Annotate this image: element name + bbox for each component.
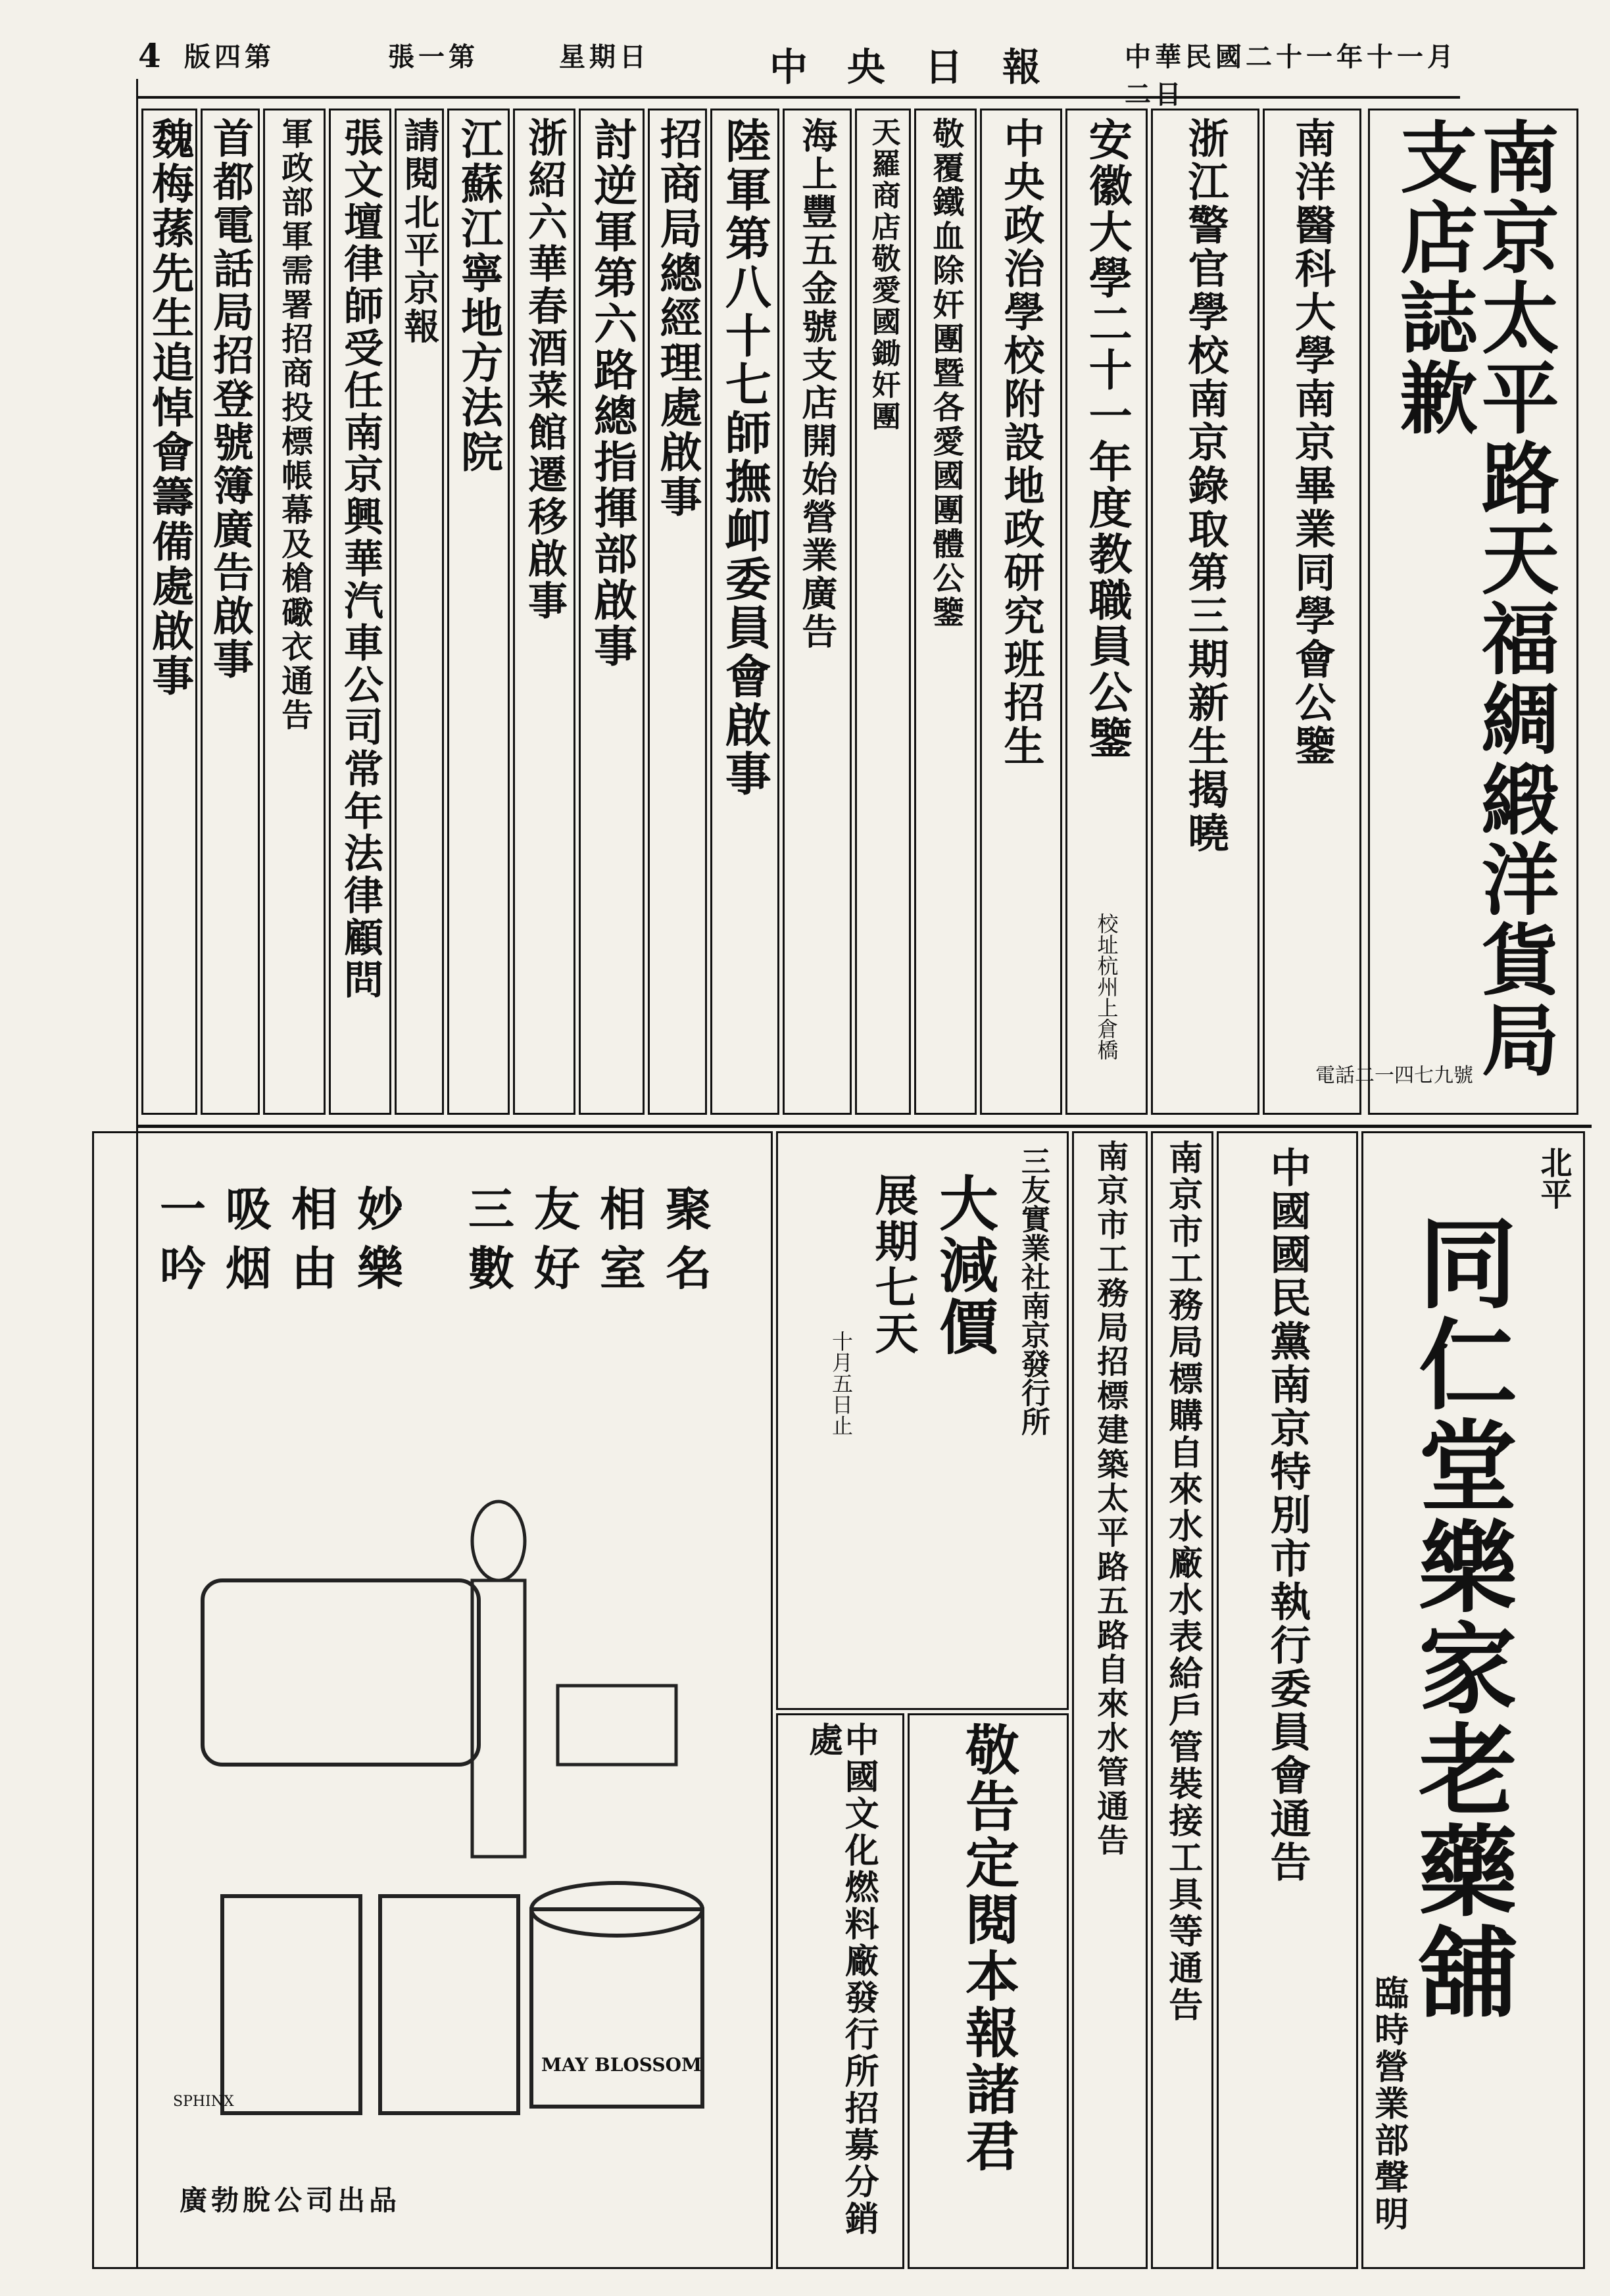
wenhua-title: 中國文化燃料廠發行所招募分銷處	[802, 1722, 879, 2237]
ad-wenhua	[776, 1713, 904, 2269]
ad-tianfu-title: 南京太平路天福綢緞洋貨局支店誌歉	[1387, 117, 1560, 1080]
edition-label: 版四第	[184, 41, 275, 72]
cig-slogan-1: 三友相聚	[468, 1182, 731, 1236]
ad-dingyue	[908, 1713, 1069, 2269]
ad-tongrentang	[1361, 1131, 1585, 2269]
ad-anhui-campus: 校址杭州上倉橋	[1094, 913, 1119, 1060]
ad-jingfu	[914, 109, 977, 1115]
ad-zhengzhi-title: 中央政治學校附設地政研究班招生	[997, 117, 1046, 768]
ad-taoni	[579, 109, 645, 1115]
ad-tianyu-title: 天羅商店敬愛國鋤奸團	[866, 117, 900, 433]
ad-anhui	[1065, 109, 1148, 1115]
ad-nanyang-title: 南洋醫科大學南京畢業同學會公鑒	[1288, 117, 1336, 768]
ad-jingfu-title: 敬覆鐵血除奸團暨各愛國團體公鑒	[927, 117, 964, 630]
ad-water1	[1151, 1131, 1213, 2269]
cig-slogan-3: 一吸相妙	[160, 1182, 423, 1236]
ad-army87-title: 陸軍第八十七師撫卹委員會啟事	[718, 117, 773, 798]
tongrentang-title: 同仁堂樂家老藥舖	[1402, 1212, 1517, 2022]
ad-jiangsu-title: 江蘇江寧地方法院	[454, 117, 504, 475]
ad-junzheng-title: 軍政部軍需署招商投標帳幕及槍礮衣通告	[276, 117, 313, 733]
ad-wei	[141, 109, 197, 1115]
ad-tianfu	[1368, 109, 1578, 1115]
ad-tianyu	[855, 109, 911, 1115]
ad-lufeng-title: 海上豐五金號支店開始營業廣告	[796, 117, 839, 651]
date-label: 中華民國二十一年十一月二日	[1125, 41, 1457, 110]
ad-sanyou	[776, 1131, 1069, 1710]
water1-title: 南京市工務局標購自來水廠水表給戶管裝接工具等通告	[1162, 1140, 1203, 2024]
sanyou-sale: 大減價	[929, 1173, 998, 1358]
ad-water2	[1072, 1131, 1148, 2269]
cig-slogan-2: 數好室名	[468, 1241, 731, 1296]
kmt-title: 中國國民黨南京特別市執行委員會通告	[1263, 1146, 1312, 1884]
ad-kmt	[1217, 1131, 1358, 2269]
ad-zhang-title: 張文壇律師受任南京興華汽車公司常年法律顧問	[337, 117, 383, 1001]
ad-beiping	[395, 109, 444, 1115]
water2-title: 南京市工務局招標建築太平路五路自來水管通告	[1091, 1140, 1129, 1858]
masthead-bar	[138, 26, 1460, 110]
ad-army87	[710, 109, 779, 1115]
tongrentang-side: 臨時營業部聲明	[1368, 1975, 1409, 2233]
ad-zhaoshang	[648, 109, 707, 1115]
cigarette-illustration	[104, 1331, 762, 2120]
sanyou-period: 展期七天	[867, 1173, 919, 1357]
ad-liuhua	[513, 109, 575, 1115]
ad-cigarette	[92, 1131, 773, 2269]
ad-nanyang	[1263, 109, 1361, 1115]
ad-liuhua-title: 浙紹六華春酒菜館遷移啟事	[522, 117, 568, 622]
sanyou-date: 十月五日止	[829, 1331, 854, 1436]
ad-junzheng	[263, 109, 326, 1115]
cig-maker: 廣勃脫公司出品	[180, 2184, 401, 2216]
weekday-label: 星期日	[559, 41, 650, 72]
page-number: 4	[138, 36, 165, 75]
ad-zhejiang	[1151, 109, 1259, 1115]
ad-beiping-title: 請閱北平京報	[398, 117, 441, 346]
ad-zhengzhi	[980, 109, 1062, 1115]
ad-anhui-title: 安徽大學二十一年度教職員公鑒	[1081, 117, 1133, 762]
cig-slogan-4: 吟烟由樂	[160, 1241, 423, 1296]
fold-rule	[138, 1125, 1592, 1128]
ad-lufeng	[783, 109, 852, 1115]
ad-taoni-title: 討逆軍第六路總指揮部啟事	[586, 117, 638, 670]
ad-jiangsu	[447, 109, 510, 1115]
ad-zhejiang-title: 浙江警官學校南京錄取第三期新生揭曉	[1181, 117, 1230, 855]
ad-wei-title: 魏梅蓀先生追悼會籌備處啟事	[145, 117, 195, 698]
section-label: 張一第	[388, 41, 479, 72]
newspaper-title: 中央日報	[769, 45, 1081, 89]
cig-brand: MAY BLOSSOM	[541, 2054, 702, 2076]
ad-zhaoshang-title: 招商局總經理處啟事	[652, 117, 702, 520]
ad-dianhua	[201, 109, 260, 1115]
ad-zhang	[329, 109, 391, 1115]
sanyou-title: 三友實業社南京發行所	[1016, 1146, 1050, 1436]
dingyue-title: 敬告定閱本報諸君	[956, 1722, 1020, 2174]
tongrentang-prefix: 北平	[1535, 1146, 1572, 1209]
cig-caption: SPHINX	[173, 2093, 234, 2110]
phone-number: 電話二一四七九號	[1315, 1064, 1473, 1087]
ad-dianhua-title: 首都電話局招登號簿廣告啟事	[206, 117, 255, 681]
